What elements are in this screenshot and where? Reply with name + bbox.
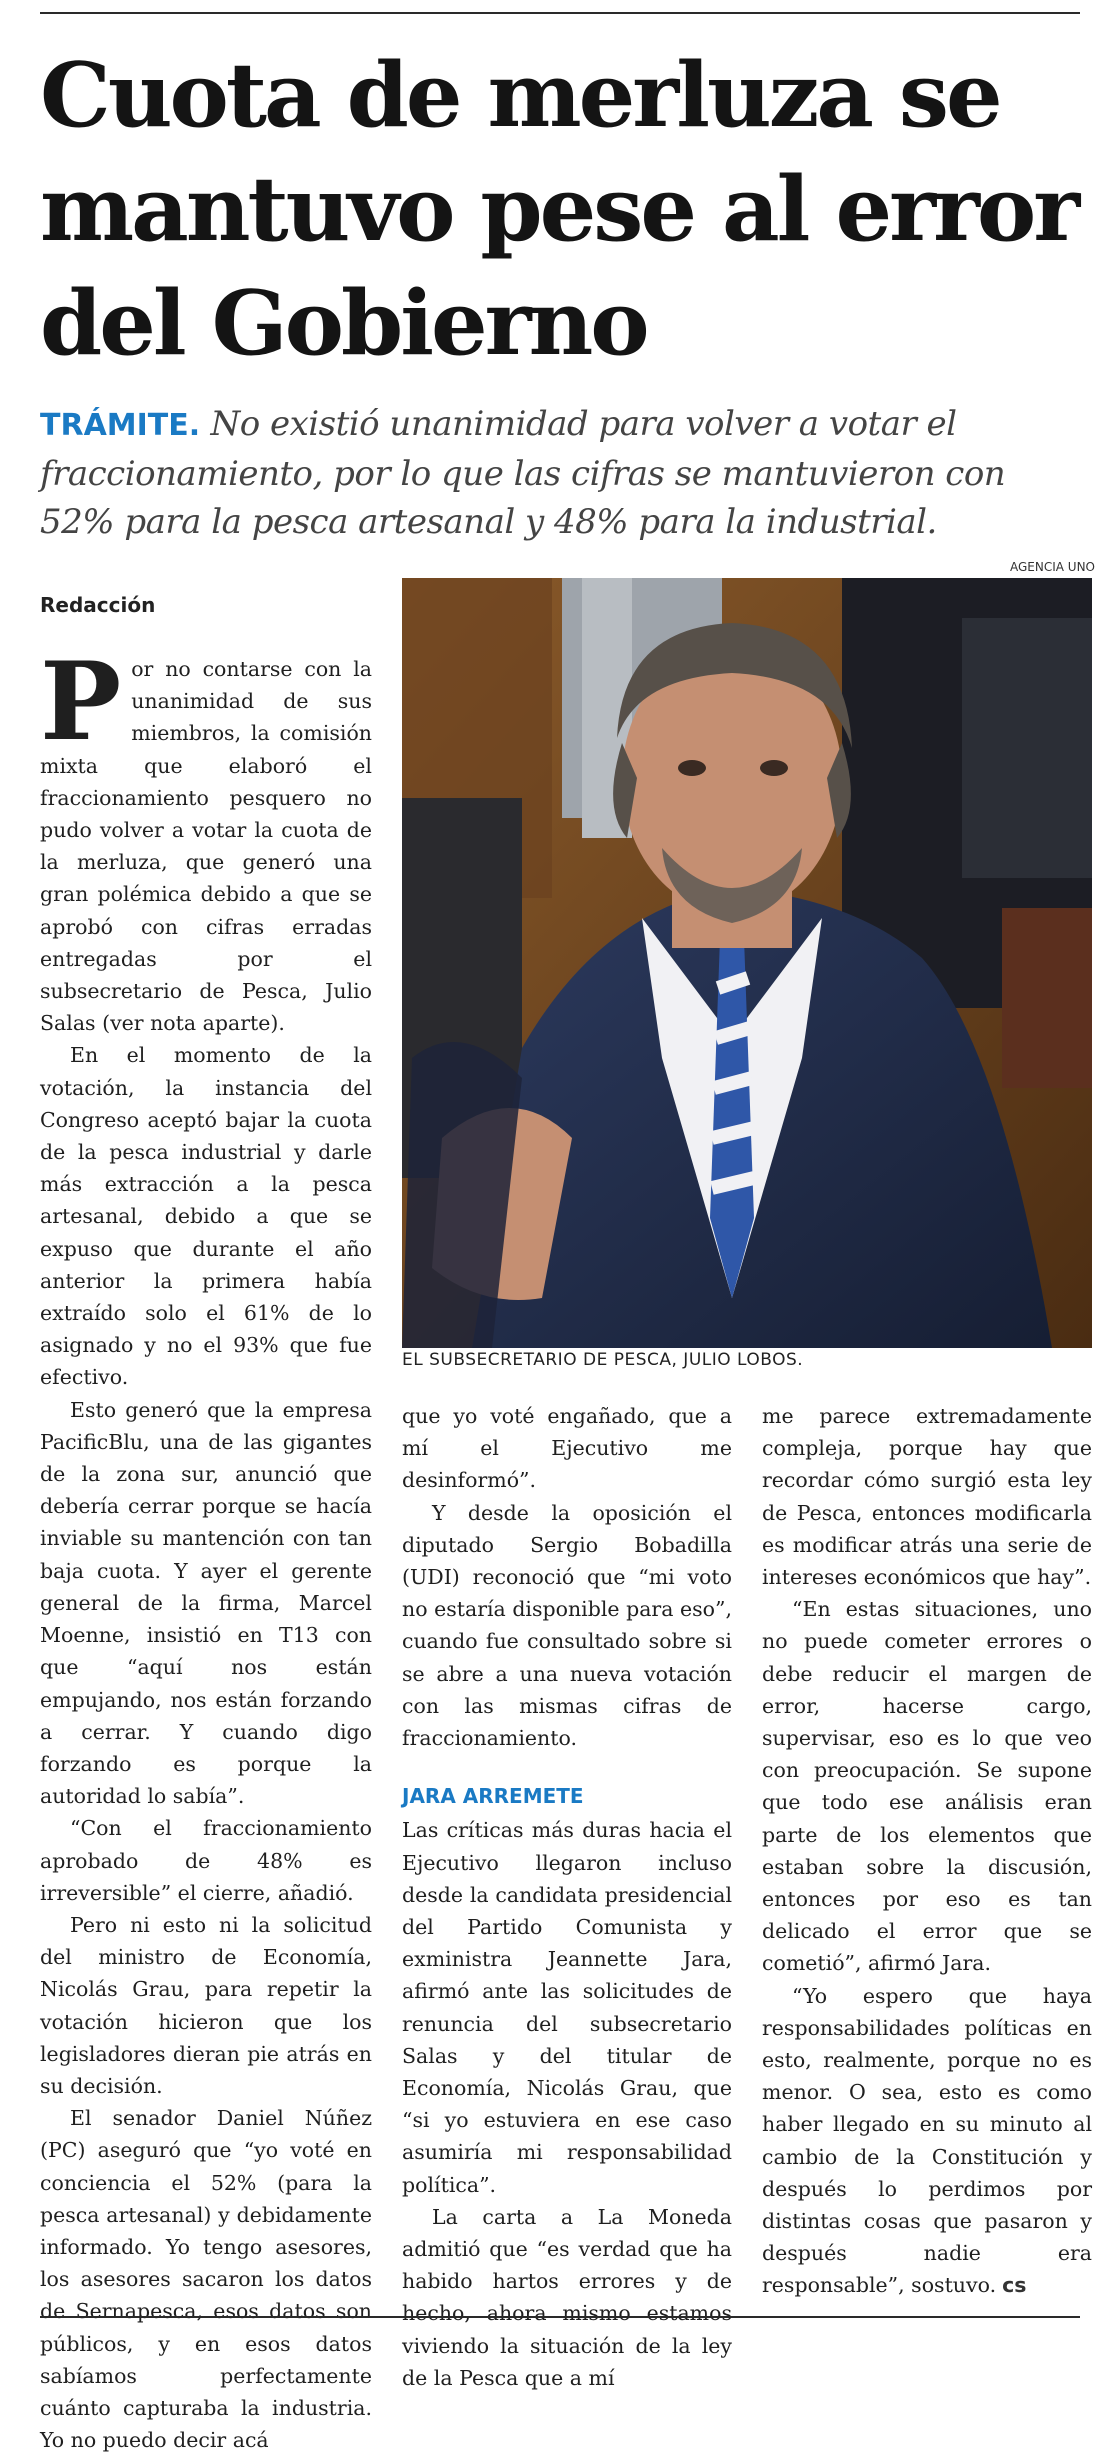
photo-illustration xyxy=(402,578,1092,1348)
paragraph-1: Por no contarse con la unanimidad de sus miembros, la comisión mixta que elaboró el fraccionamiento pesquero no pudo volver a votar la cuota de la merluza, que generó una gran polémica debido a que se aprobó con cifras erradas entregadas por el subsecretario de Pesca, Julio Salas (ver nota aparte). xyxy=(40,639,372,1036)
subsection-heading: JARA ARREMETE xyxy=(402,1784,584,1809)
byline: Redacción xyxy=(40,593,156,617)
article-column-1 xyxy=(40,639,372,2456)
photo-caption: EL SUBSECRETARIO DE PESCA, JULIO LOBOS. xyxy=(402,1350,804,1370)
paragraph-13: “Yo espero que haya responsabilidades políticas en esto, realmente, porque no es menor. O sea, esto es como haber llegado en su minuto al cambio de la Constitución y después lo perdimos por distintas cosas que pasaron y después nadie era responsable”, sostuvo. cs xyxy=(762,1983,1092,2298)
paragraph-8: Y desde la oposición el diputado Sergio Bobadilla (UDI) reconoció que “mi voto no estaría disponible para eso”, cuando fue consultado sobre si se abre a una nueva votación con las mismas cifras de fraccionamiento. xyxy=(402,1500,732,1751)
paragraph-9: Las críticas más duras hacia el Ejecutivo llegaron incluso desde la candidata presidencial del Partido Comunista y exministra Jeannette Jara, afirmó ante las solicitudes de renuncia del subsecretario Salas y del titular de Economía, Nicolás Grau, que “si yo estuviera en ese caso asumiría mi responsabilidad política”. xyxy=(402,1818,732,2197)
paragraph-11: me parece extremadamente compleja, porque hay que recordar cómo surgió esta ley de Pesca, entonces modificarla es modificar atrás una serie de intereses económicos que hay”. xyxy=(762,1404,1092,1590)
paragraph-12: “En estas situaciones, uno no puede cometer errores o debe reducir el margen de error, hacerse cargo, supervisar, eso es lo que veo con preocupación. Se supone que todo ese análisis eran parte de los elementos que estaban sobre la discusión, entonces por eso es tan delicado el error que se cometió”, afirmó Jara. xyxy=(762,1597,1092,1976)
end-mark: cs xyxy=(1002,2273,1027,2298)
drop-cap: P xyxy=(40,639,122,765)
paragraph-4: “Con el fraccionamiento aprobado de 48% es irreversible” el cierre, añadió. xyxy=(40,1816,372,1905)
paragraph-6: El senador Daniel Núñez (PC) aseguró que “yo voté en conciencia el 52% (para la pesca artesanal) y debidamente informado. Yo tengo asesores, los asesores sacaron los datos de Sernapesca, esos datos son públicos, y en esos datos sabíamos perfectamente cuánto capturaba la industria. Yo no puedo decir acá xyxy=(40,2106,372,2453)
bottom-rule xyxy=(40,2316,1080,2318)
article-column-2 xyxy=(402,1400,732,2394)
article-column-3 xyxy=(762,1400,1092,2302)
top-rule xyxy=(40,12,1080,14)
paragraph-2: En el momento de la votación, la instancia del Congreso aceptó bajar la cuota de la pesca industrial y darle más extracción a la pesca artesanal, debido a que se expuso que durante el año anterior la primera había extraído solo el 61% de lo asignado y no el 93% que fue efectivo. xyxy=(40,1043,372,1390)
paragraph-5: Pero ni esto ni la solicitud del ministro de Economía, Nicolás Grau, para repetir la votación hicieron que los legisladores dieran pie atrás en su decisión. xyxy=(40,1912,372,2098)
headline: Cuota de merluza se mantuvo pese al error del Gobierno xyxy=(40,42,1078,375)
subhead-kicker: TRÁMITE. xyxy=(40,408,201,443)
subhead xyxy=(40,400,1080,546)
article-photo xyxy=(402,578,1092,1348)
paragraph-10: La carta a La Moneda admitió que “es verdad que ha habido hartos errores y de hecho, ahora mismo estamos viviendo la situación de la ley de la Pesca que a mí xyxy=(402,2204,732,2390)
paragraph-7: que yo voté engañado, que a mí el Ejecutivo me desinformó”. xyxy=(402,1404,732,1493)
photo-credit: AGENCIA UNO xyxy=(1009,560,1095,574)
paragraph-3: Esto generó que la empresa PacificBlu, una de las gigantes de la zona sur, anunció que debería cerrar porque se hacía inviable su mantención con tan baja cuota. Y ayer el gerente general de la firma, Marcel Moenne, insistió en T13 con que “aquí nos están empujando, nos están forzando a cerrar. Y cuando digo forzando es porque la autoridad lo sabía”. xyxy=(40,1397,372,1809)
subhead-text: No existió unanimidad para volver a votar el fraccionamiento, por lo que las cifras se mantuvieron con 52% para la pesca artesanal y 48% para la industrial. xyxy=(40,404,1006,542)
